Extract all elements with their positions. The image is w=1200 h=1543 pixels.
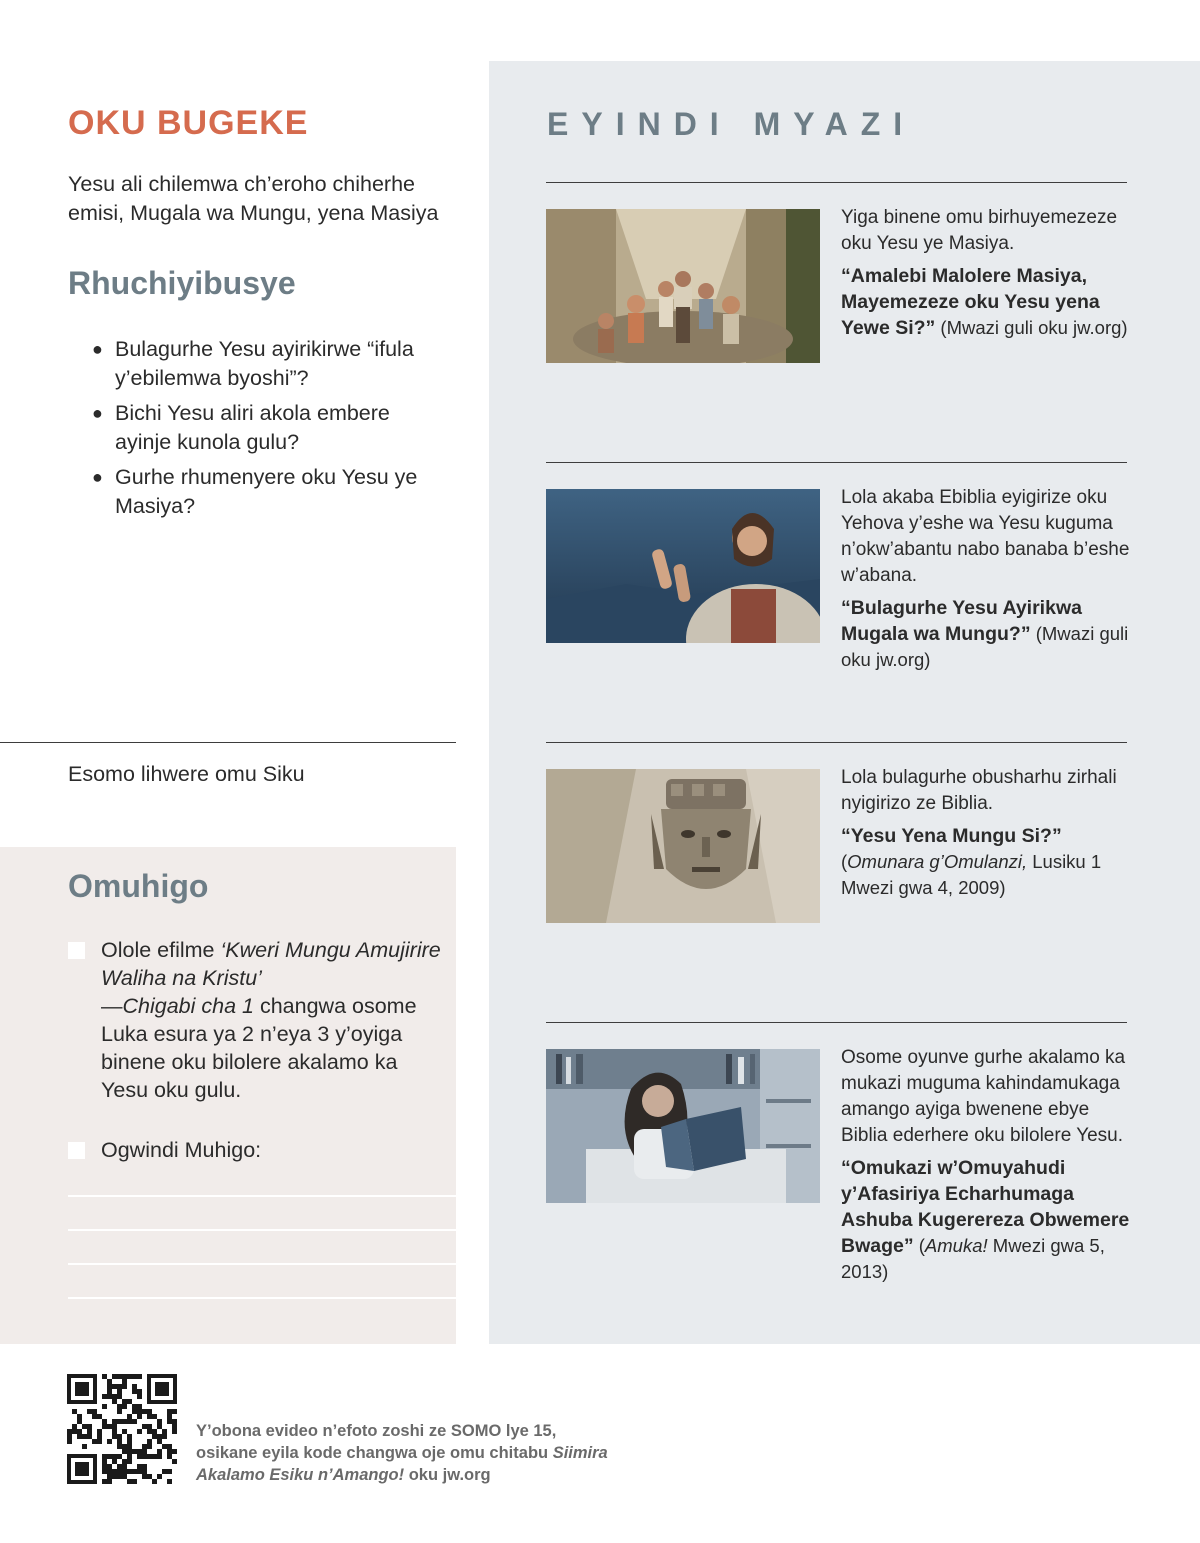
article-description: Lola akaba Ebiblia eyigirize oku Yehova y’eshe wa Yesu kuguma n’okw’abantu nabo banaba b’eshe w’abana. — [841, 487, 1130, 586]
research-heading: EYINDI MYAZI — [547, 106, 916, 142]
goal-checkbox[interactable] — [68, 942, 85, 959]
jesus-praying-image[interactable] — [546, 489, 820, 643]
article-title-link[interactable]: “Bulagurhe Yesu Ayirikwa Mugala wa Mungu?” — [841, 597, 1082, 645]
divider — [546, 182, 1127, 183]
triumphal-entry-image[interactable] — [546, 209, 820, 363]
article-reference — [841, 595, 1131, 673]
goal-item-other — [68, 1136, 441, 1164]
article-reference — [841, 263, 1131, 341]
goal-text-part: Ololе efilme — [101, 938, 221, 962]
publication-name: Omunara g’Omulanzi, — [847, 851, 1028, 872]
divider — [546, 742, 1127, 743]
goal-item-text — [101, 936, 441, 1104]
review-question — [90, 335, 440, 393]
footer-note — [196, 1420, 616, 1486]
article-reference — [841, 823, 1131, 901]
review-question — [90, 463, 440, 521]
footer-text: oku jw.org — [404, 1466, 491, 1484]
qr-code-icon[interactable] — [67, 1374, 177, 1484]
goal-heading: Omuhigo — [68, 868, 209, 904]
article-title-link[interactable]: “Omukazi w’Omuyahudi y’Afasiriya Echarhumaga Ashuba Kugerereza Obwemere Bwage” — [841, 1157, 1130, 1257]
bullet-icon: ● — [92, 403, 103, 423]
goal-text-part: changwa osome Luka esura ya 2 n’eya 3 y’oyiga binene oku bilolere akalamo ka Yesu oku gulu. — [101, 994, 417, 1102]
article-source: ( — [841, 851, 848, 872]
article-description: Yiga binene omu birhuyemezeze oku Yesu ye Masiya. — [841, 207, 1118, 254]
article-reference — [841, 1155, 1131, 1285]
article-block — [841, 205, 1131, 341]
write-line — [68, 1297, 456, 1299]
chapter-label: Chigabi cha 1 — [122, 994, 254, 1018]
divider — [546, 462, 1127, 463]
summary-text: Yesu ali chilemwa ch’eroho chiherhe emisi, Mugala wa Mungu, yena Masiya — [68, 172, 439, 225]
article-description: Lola bulagurhe obusharhu zirhali nyigirizo ze Biblia. — [841, 767, 1117, 814]
review-question — [90, 399, 440, 457]
article-description: Osome oyunve gurhe akalamo ka mukazi muguma kahindamukaga amango ayiga bwenene ebye Biblia ederhere oku bilolere Yesu. — [841, 1047, 1126, 1146]
woman-reading-image[interactable] — [546, 1049, 820, 1203]
goal-text-part: — — [101, 994, 123, 1018]
question-text: Gurhe rhumenyere oku Yesu ye Masiya? — [115, 465, 418, 518]
write-line — [68, 1195, 456, 1197]
article-source: Lusiku 1 Mwezi gwa 4, 2009) — [841, 851, 1102, 898]
video-title: ‘Kweri Mungu Amujirire Waliha na Kristu’ — [101, 938, 441, 990]
goal-item-video — [68, 936, 441, 1104]
question-text: Bichi Yesu aliri akola embere ayinje kunola gulu? — [115, 401, 390, 454]
publication-name: Amuka! — [924, 1235, 988, 1256]
article-source: (Mwazi guli oku jw.org) — [841, 623, 1129, 670]
article-block — [841, 1045, 1131, 1285]
article-block — [841, 765, 1131, 901]
review-heading: Rhuchiyibusye — [68, 265, 296, 301]
lesson-date-label: Esomo lihwere omu Siku — [68, 762, 305, 786]
article-source: ( — [913, 1235, 925, 1256]
goal-checkbox[interactable] — [68, 1142, 85, 1159]
article-source: Mwezi gwa 5, 2013) — [841, 1235, 1105, 1282]
footer-text: Y’obona evideo n’efoto zoshi ze SOMO lye 15, osikane eyila kode changwa oje omu chitabu — [196, 1422, 557, 1462]
triple-face-sculpture-image[interactable] — [546, 769, 820, 923]
article-title-link[interactable]: “Amalebi Malolere Masiya, Mayemezeze oku Yesu yena Yewe Si?” — [841, 265, 1100, 339]
divider — [546, 1022, 1127, 1023]
article-source: (Mwazi guli oku jw.org) — [935, 317, 1128, 338]
write-line — [68, 1229, 456, 1231]
bullet-icon: ● — [92, 339, 103, 359]
goal-item-text: Ogwindi Muhigo: — [101, 1138, 262, 1162]
write-line — [68, 1263, 456, 1265]
divider — [0, 742, 456, 743]
article-title-link[interactable]: “Yesu Yena Mungu Si?” — [841, 825, 1062, 847]
book-title: Siimira Akalamo Esiku n’Amango! — [196, 1444, 608, 1484]
review-question-list — [90, 335, 440, 527]
question-text: Bulagurhe Yesu ayirikirwe “ifula y’ebilemwa byoshi”? — [115, 337, 414, 390]
bullet-icon: ● — [92, 467, 103, 487]
summary-heading: OKU BUGEKE — [68, 104, 309, 142]
article-block — [841, 485, 1131, 673]
